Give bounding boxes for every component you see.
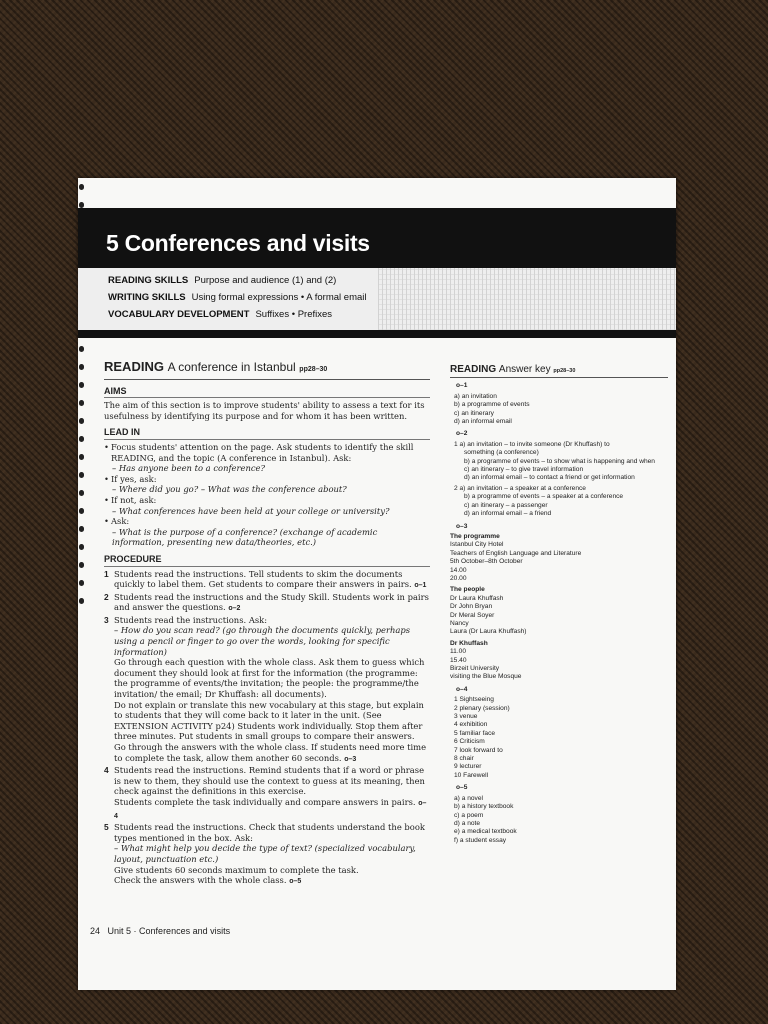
key3-item: Dr Meral Soyer bbox=[450, 611, 495, 619]
answer-key-icon: o–4 bbox=[114, 799, 427, 820]
key2-item: c) an itinerary – to give travel information bbox=[464, 466, 584, 474]
footer-unit: Unit 5 bbox=[107, 926, 132, 936]
procedure-step: 1 Students read the instructions. Tell students to skim the documents quickly to label them. Get students to compare their answers in pairs. o–1 bbox=[104, 568, 427, 590]
procedure-step: 5 Students read the instructions. Check that students understand the book types mentioned in the box. Ask: bbox=[104, 822, 425, 843]
answer-key-icon: o–1 bbox=[414, 582, 427, 590]
procedure-step: 3 Students read the instructions. Ask: bbox=[104, 614, 268, 625]
procedure-text: Go through the answers with the whole class. If students need more time to complete the task, allow them another 60 seconds. o–3 bbox=[114, 742, 427, 763]
key5-item: e) a medical textbook bbox=[454, 828, 517, 836]
key4-item: 1 Sightseeing bbox=[454, 696, 494, 704]
procedure-step: 2 Students read the instructions and the Study Skill. Students work in pairs and answer the questions. o–2 bbox=[104, 591, 429, 613]
key2-item: 1 a) an invitation – to invite someone (Dr Khuffash) to bbox=[454, 440, 610, 448]
key-icon: o–4 bbox=[456, 685, 468, 693]
key3-item: Dr John Bryan bbox=[450, 603, 493, 611]
key3-subhead: The people bbox=[450, 586, 485, 594]
lead-in-item: • Ask: bbox=[111, 516, 430, 527]
lead-in-question: – Where did you go? – What was the conference about? bbox=[112, 484, 347, 495]
key3-item: Dr Laura Khuffash bbox=[450, 594, 504, 602]
key3-item: Istanbul City Hotel bbox=[450, 541, 504, 549]
key4-item: 7 look forward to bbox=[454, 746, 503, 754]
unit-title: 5 Conferences and visits bbox=[106, 230, 370, 256]
unit-banner bbox=[78, 208, 676, 338]
skills-box bbox=[78, 268, 676, 330]
key2-item: b) a programme of events – a speaker at a conference bbox=[464, 493, 624, 501]
skill-row: VOCABULARY DEVELOPMENT Suffixes • Prefixes bbox=[108, 309, 333, 320]
procedure-question: – What might help you decide the type of text? (specialized vocabulary, layout, punctuation etc.) bbox=[114, 843, 416, 864]
reading-heading: READING A conference in Istanbul pp28–30 bbox=[104, 362, 430, 380]
answer-key-icon: o–5 bbox=[289, 878, 302, 886]
footer-title: Conferences and visits bbox=[139, 926, 231, 936]
lead-in-question: – What conferences have been held at your college or university? bbox=[112, 505, 390, 516]
key3-item: Birzeit University bbox=[450, 665, 500, 672]
procedure-question: – How do you scan read? (go through the documents quickly, perhaps using a pencil or finger to go over the words, looking for specific information) bbox=[114, 625, 411, 657]
texture-noise bbox=[378, 268, 676, 330]
page-footer: 24 Unit 5 · Conferences and visits bbox=[90, 926, 231, 936]
procedure-text: Students complete the task individually and compare answers in pairs. o–4 bbox=[114, 796, 427, 820]
teacher-notes-column bbox=[104, 359, 430, 888]
aims-heading: AIMS bbox=[104, 386, 430, 399]
key3-item: 5th October–8th October bbox=[450, 558, 523, 566]
page-number: 24 bbox=[90, 926, 101, 936]
procedure-step: 4 Students read the instructions. Remind students that if a word or phrase is new to them, they should use the context to guess at its meaning, then check against the definitions in this exercise. bbox=[104, 765, 425, 797]
key3-item: 15.40 bbox=[450, 656, 467, 664]
key5-item: a) a novel bbox=[454, 794, 483, 802]
key4-item: 3 venue bbox=[454, 713, 478, 721]
key1-item: c) an itinerary bbox=[454, 409, 494, 417]
key4-item: 10 Farewell bbox=[454, 771, 489, 779]
key-icon: o–1 bbox=[456, 382, 468, 390]
key4-item: 6 Criticism bbox=[454, 738, 485, 746]
key2-item: c) an itinerary – a passenger bbox=[464, 501, 548, 509]
key2-item: d) an informal email – to contact a friend or get information bbox=[464, 474, 635, 482]
procedure-text: Go through each question with the whole class. Ask them to guess which document they should look at first for the information (the programme: the programme of events/the invitation; the people: the programme/the invitation/ the email; Dr Khuffash: all documents). bbox=[114, 657, 425, 700]
skill-row: READING SKILLS Purpose and audience (1) and (2) bbox=[108, 275, 337, 286]
lead-in-question: – What is the purpose of a conference? (exchange of academic information, presenting new data/theories, etc.) bbox=[112, 526, 378, 548]
answer-key-heading: READING Answer key pp28–30 bbox=[450, 366, 668, 378]
lead-in-item: • Focus students' attention on the page. Ask students to identify the skill READING, and the topic (A conference in Istanbul). Ask: bbox=[111, 442, 430, 463]
key3-subhead: Dr Khuffash bbox=[450, 639, 488, 647]
key2-item: something (a conference) bbox=[464, 449, 539, 457]
key5-item: f) a student essay bbox=[454, 836, 507, 844]
key2-item: 2 a) an invitation – a speaker at a conference bbox=[454, 484, 586, 492]
key3-item: Teachers of English Language and Literature bbox=[450, 549, 582, 557]
key1-item: b) a programme of events bbox=[454, 401, 530, 409]
key4-item: 4 exhibition bbox=[454, 721, 488, 729]
key-icon: o–5 bbox=[456, 784, 468, 792]
procedure-text: Check the answers with the whole class. o–5 bbox=[114, 875, 302, 886]
key3-subhead: The programme bbox=[450, 532, 500, 540]
key3-item: Laura (Dr Laura Khuffash) bbox=[450, 628, 527, 636]
key4-item: 8 chair bbox=[454, 755, 474, 763]
procedure-text: Give students 60 seconds maximum to complete the task. bbox=[114, 864, 359, 875]
key5-item: d) a note bbox=[454, 819, 481, 827]
key4-item: 2 plenary (session) bbox=[454, 704, 510, 712]
aims-text: The aim of this section is to improve students' ability to assess a text for its usefulness by identifying its purpose and for whom it has been written. bbox=[104, 400, 425, 421]
lead-in-heading: LEAD IN bbox=[104, 427, 430, 440]
lead-in-question: – Has anyone been to a conference? bbox=[112, 463, 266, 474]
key3-item: 20.00 bbox=[450, 574, 467, 582]
textbook-page bbox=[78, 178, 676, 990]
key3-item: Nancy bbox=[450, 619, 469, 627]
key2-item: b) a programme of events – to show what is happening and when bbox=[464, 457, 655, 465]
procedure-text: Do not explain or translate this new vocabulary at this stage, but explain to students that they will come back to it later in the unit. (See EXTENSION ACTIVITY p24) Students work individually. Stop them after three minutes. Put students in small groups to compare their answers. bbox=[114, 699, 424, 742]
procedure-heading: PROCEDURE bbox=[104, 554, 430, 567]
lead-in-item: • If yes, ask: bbox=[111, 474, 430, 485]
key2-item: d) an informal email – a friend bbox=[464, 510, 552, 518]
key1-item: d) an informal email bbox=[454, 418, 512, 426]
key5-item: b) a history textbook bbox=[454, 803, 514, 811]
key4-item: 5 familiar face bbox=[454, 729, 496, 737]
key-icon: o–2 bbox=[456, 430, 468, 438]
key5-item: c) a poem bbox=[454, 811, 484, 819]
key3-item: visiting the Blue Mosque bbox=[450, 673, 522, 681]
lead-in-item: • If not, ask: bbox=[111, 495, 430, 506]
skill-row: WRITING SKILLS Using formal expressions • A formal email bbox=[108, 292, 367, 303]
answer-key-icon: o–2 bbox=[228, 605, 241, 613]
answer-key-icon: o–3 bbox=[344, 755, 357, 763]
key1-item: a) an invitation bbox=[454, 392, 497, 400]
key-icon: o–3 bbox=[456, 522, 468, 530]
key3-item: 11.00 bbox=[450, 648, 467, 656]
answer-key-column bbox=[450, 366, 668, 845]
key3-item: 14.00 bbox=[450, 566, 467, 574]
key4-item: 9 lecturer bbox=[454, 763, 482, 771]
